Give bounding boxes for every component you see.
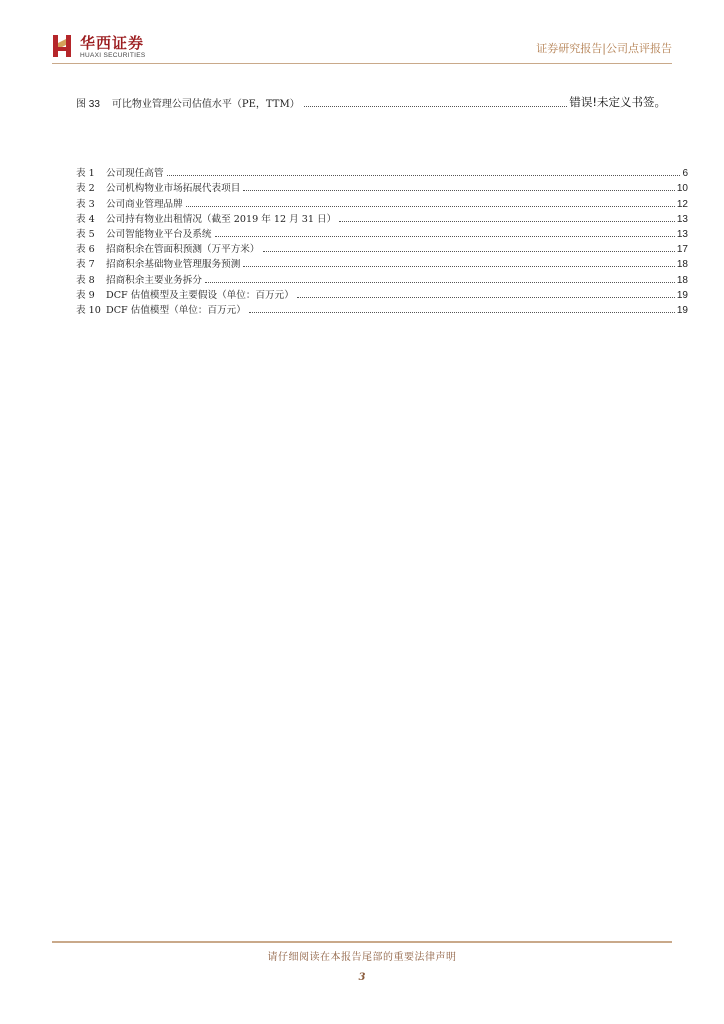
leader-dots bbox=[249, 312, 675, 313]
table-title: 公司智能物业平台及系统 bbox=[106, 228, 212, 240]
table-title: 招商积余在管面积预测（万平方米） bbox=[106, 244, 260, 256]
table-number: 表 7 bbox=[76, 259, 95, 271]
huaxi-logo-icon bbox=[52, 33, 72, 59]
table-title: 招商积余基础物业管理服务预测 bbox=[106, 259, 241, 271]
page-header bbox=[0, 0, 724, 70]
table-title: 招商积余主要业务拆分 bbox=[106, 274, 202, 286]
table-list-entry[interactable] bbox=[76, 194, 688, 209]
table-number: 表 5 bbox=[76, 228, 95, 240]
logo-chinese-name: 华西证券 bbox=[80, 34, 145, 52]
table-list-entry[interactable] bbox=[76, 270, 688, 285]
table-list-entry[interactable] bbox=[76, 240, 688, 255]
header-divider bbox=[52, 63, 672, 64]
leader-dots bbox=[304, 106, 568, 107]
leader-dots bbox=[205, 282, 675, 283]
page-ref: 13 bbox=[676, 213, 688, 225]
page-ref: 19 bbox=[676, 304, 688, 316]
page-ref: 6 bbox=[682, 168, 688, 180]
page-ref: 17 bbox=[676, 244, 688, 256]
table-title: DCF 估值模型（单位：百万元） bbox=[106, 304, 246, 316]
leader-dots bbox=[186, 206, 675, 207]
table-title: 公司持有物业出租情况（截至 2019 年 12 月 31 日） bbox=[106, 213, 337, 225]
table-title: 公司机构物业市场拓展代表项目 bbox=[106, 183, 241, 195]
table-title: 公司现任高管 bbox=[106, 168, 164, 180]
table-list-entry[interactable] bbox=[76, 301, 688, 316]
table-number: 表 1 bbox=[76, 168, 95, 180]
table-number: 表 3 bbox=[76, 198, 95, 210]
table-list-entry[interactable] bbox=[76, 286, 688, 301]
table-list-entry[interactable] bbox=[76, 210, 688, 225]
page-number: 3 bbox=[358, 972, 366, 983]
figure-list-entry[interactable] bbox=[76, 94, 666, 110]
table-list-entry[interactable] bbox=[76, 255, 688, 270]
footer-divider bbox=[52, 941, 672, 943]
table-number: 表 9 bbox=[76, 289, 95, 301]
page-ref: 19 bbox=[676, 289, 688, 301]
table-number: 表 8 bbox=[76, 274, 95, 286]
leader-dots bbox=[167, 175, 681, 176]
logo-english-name: HUAXI SECURITIES bbox=[80, 52, 146, 59]
table-number: 表 2 bbox=[76, 183, 95, 195]
report-type-label: 证券研究报告|公司点评报告 bbox=[536, 42, 672, 55]
table-number: 表 6 bbox=[76, 244, 95, 256]
table-list bbox=[76, 164, 688, 316]
legal-disclaimer: 请仔细阅读在本报告尾部的重要法律声明 bbox=[267, 952, 457, 963]
leader-dots bbox=[215, 236, 675, 237]
table-number: 表 10 bbox=[76, 304, 101, 316]
figure-title: 可比物业管理公司估值水平（PE，TTM） bbox=[111, 99, 300, 110]
table-list-entry[interactable] bbox=[76, 225, 688, 240]
table-list-entry[interactable] bbox=[76, 164, 688, 179]
leader-dots bbox=[339, 221, 675, 222]
huaxi-logo bbox=[52, 33, 192, 65]
table-title: 公司商业管理品牌 bbox=[106, 198, 183, 210]
table-list-entry[interactable] bbox=[76, 179, 688, 194]
page-ref: 13 bbox=[676, 228, 688, 240]
figure-number: 图 33 bbox=[76, 99, 100, 110]
bookmark-error-text: 错误!未定义书签。 bbox=[569, 95, 666, 109]
leader-dots bbox=[243, 190, 675, 191]
leader-dots bbox=[297, 297, 675, 298]
page-ref: 18 bbox=[676, 259, 688, 271]
page-ref: 12 bbox=[676, 198, 688, 210]
page-ref: 18 bbox=[676, 274, 688, 286]
leader-dots bbox=[243, 266, 675, 267]
page-ref: 10 bbox=[676, 183, 688, 195]
table-title: DCF 估值模型及主要假设（单位：百万元） bbox=[106, 289, 294, 301]
table-number: 表 4 bbox=[76, 213, 95, 225]
leader-dots bbox=[263, 251, 675, 252]
